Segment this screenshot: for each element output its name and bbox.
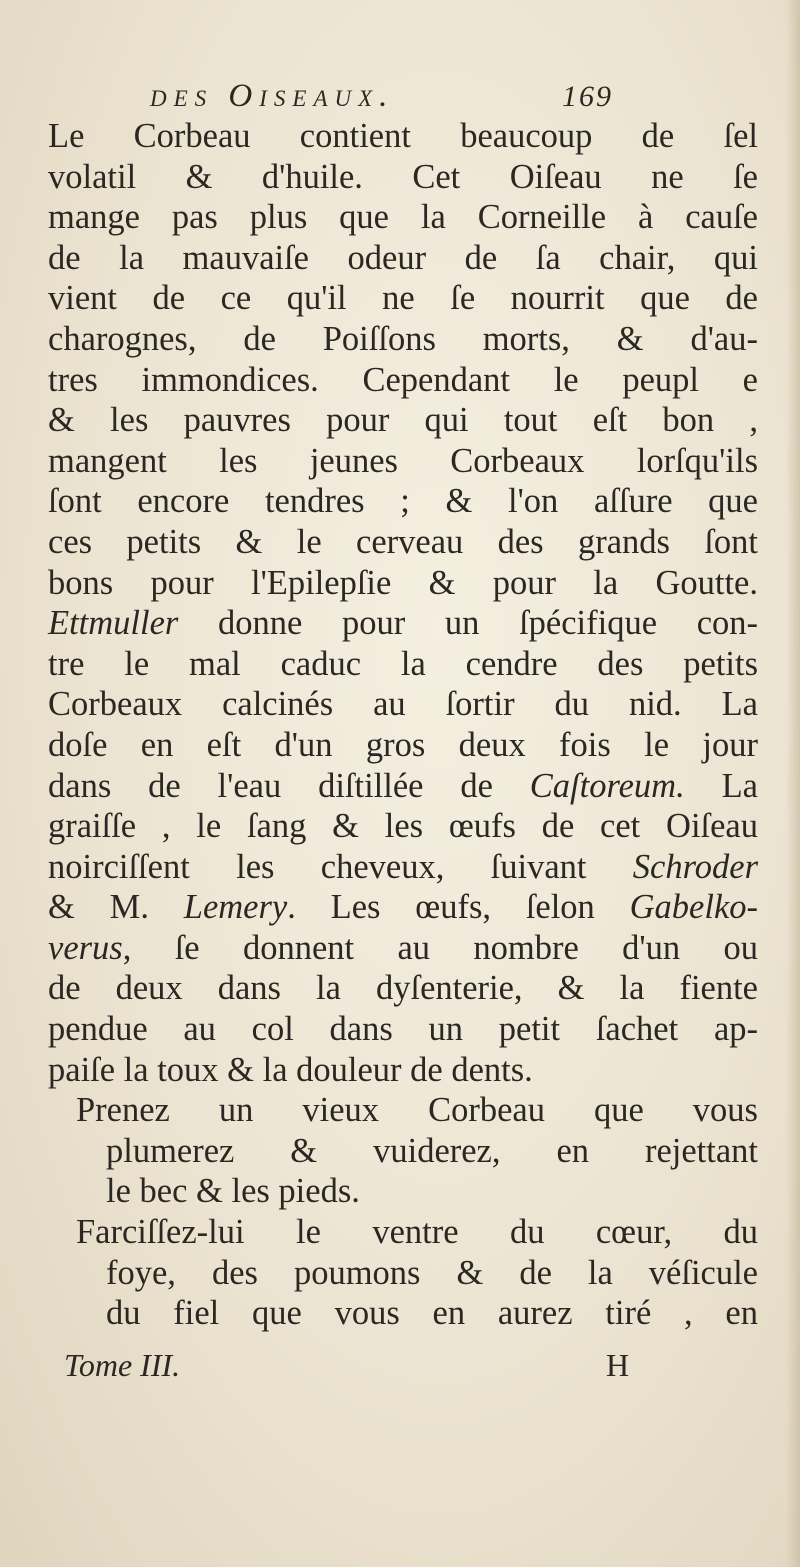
text-line — [48, 887, 758, 928]
text-line: foye, des poumons & de la véſicule — [106, 1253, 758, 1292]
text-line: charognes, de Poiſſons morts, & d'au- — [48, 319, 758, 358]
text-fragment: noirciſſent les cheveux, ſuivant — [48, 847, 587, 886]
text-line: pendue au col dans un petit ſachet ap- — [48, 1010, 758, 1049]
text-line: le bec & les pieds. — [106, 1172, 360, 1211]
text-fragment: dans de l'eau diſtillée de — [48, 766, 493, 805]
text-line: Le Corbeau contient beaucoup de ſel — [48, 117, 758, 155]
text-line: mange pas plus que la Corneille à cauſe — [48, 198, 758, 237]
author-name: Ettmuller — [48, 604, 179, 643]
running-title: des Oiseaux. — [150, 78, 395, 114]
text-line: tre le mal caduc la cendre des petits — [48, 644, 758, 683]
text-line — [48, 847, 758, 888]
text-line: mangent les jeunes Corbeaux lorſqu'ils — [48, 441, 758, 480]
text-line: du fiel que vous en aurez tiré , en — [106, 1294, 758, 1333]
text-line: graiſſe , le ſang & les œufs de cet Oiſeau — [48, 807, 758, 846]
text-fragment: , ſe donnent au nombre d'un ou — [122, 928, 758, 967]
author-name: Schroder — [632, 847, 758, 886]
text-line: de la mauvaiſe odeur de ſa chair, qui — [48, 238, 758, 277]
text-line: ſont encore tendres ; & l'on aſſure que — [48, 482, 758, 521]
text-fragment: donne pour un ſpécifique con- — [218, 604, 759, 643]
text-fragment: & M. — [48, 888, 149, 927]
text-line: de deux dans la dyſenterie, & la fiente — [48, 969, 758, 1008]
text-line: volatil & d'huile. Cet Oiſeau ne ſe — [48, 157, 758, 196]
page-header — [150, 78, 650, 118]
page-footer — [64, 1347, 704, 1387]
text-line: Prenez un vieux Corbeau que vous — [76, 1091, 758, 1130]
text-line — [48, 766, 758, 807]
text-line — [48, 928, 758, 969]
text-line: & les pauvres pour qui tout eſt bon , — [48, 401, 758, 440]
text-line: bons pour l'Epilepſie & pour la Goutte. — [48, 563, 758, 602]
author-name: Lemery — [183, 888, 288, 927]
text-line — [48, 603, 758, 644]
text-line: plumerez & vuiderez, en rejettant — [106, 1131, 758, 1170]
text-line: ces petits & le cerveau des grands ſont — [48, 522, 758, 561]
author-name: Gabelko- — [629, 888, 758, 927]
page-edge-shadow — [786, 0, 800, 1567]
body-text — [48, 116, 758, 1334]
text-line: Farciſſez-lui le ventre du cœur, du — [76, 1213, 758, 1252]
signature-mark: H — [606, 1347, 630, 1383]
text-line: doſe en eſt d'un gros deux fois le jour — [48, 725, 758, 764]
text-line: tres immondices. Cependant le peupl e — [48, 360, 758, 399]
text-line: paiſe la toux & la douleur de dents. — [48, 1050, 533, 1089]
page-number: 169 — [562, 80, 613, 113]
text-fragment: . Les œufs, ſelon — [287, 888, 595, 927]
text-fragment: La — [684, 766, 758, 805]
author-name: verus — [48, 928, 123, 967]
text-line: Corbeaux calcinés au ſortir du nid. La — [48, 685, 758, 724]
italic-term: Caſtoreum. — [529, 766, 685, 805]
text-line: vient de ce qu'il ne ſe nourrit que de — [48, 279, 758, 318]
volume-label: Tome III. — [64, 1347, 181, 1383]
